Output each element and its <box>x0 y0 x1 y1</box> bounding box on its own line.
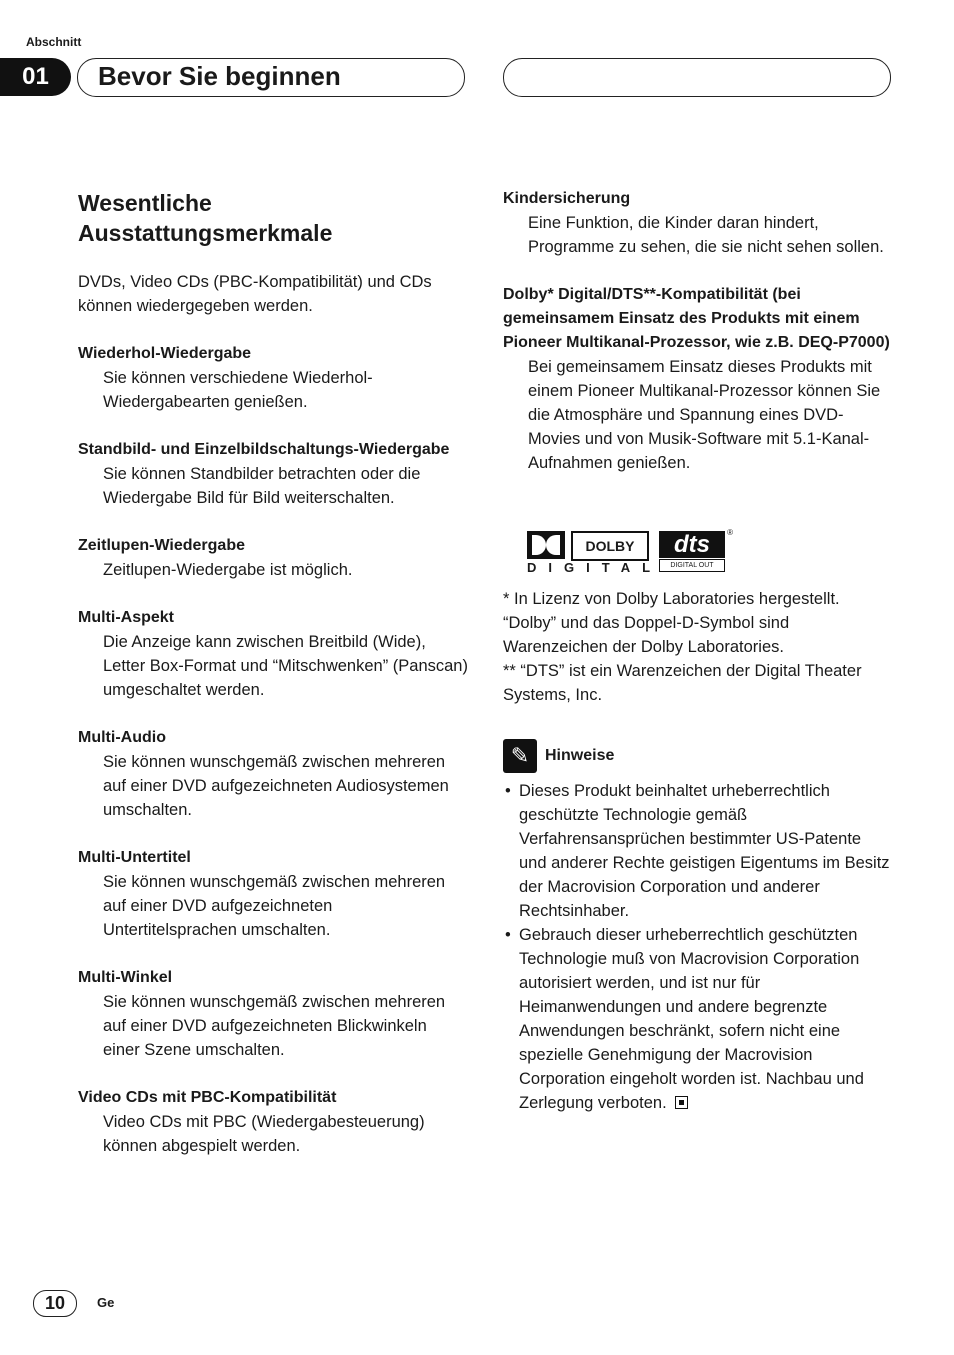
feature-item <box>78 342 468 414</box>
feature-title: Multi-Winkel <box>78 969 173 986</box>
feature-item <box>78 534 468 582</box>
feature-title: Wiederhol-Wiedergabe <box>78 345 252 362</box>
feature-body: Die Anzeige kann zwischen Breitbild (Wide), Letter Box-Format und “Mitschwenken” (Panscan) umgeschaltet werden. <box>103 633 468 699</box>
dts-digital-out-text: DIGITAL OUT <box>659 559 725 572</box>
language-code: Ge <box>97 1295 115 1310</box>
feature-body: Sie können wunschgemäß zwischen mehreren auf einer DVD aufgezeichneten Untertitelsprachen umschalten. <box>103 873 446 939</box>
feature-item <box>78 438 468 510</box>
feature-title: Multi-Aspekt <box>78 609 174 626</box>
right-header-box <box>503 58 891 97</box>
feature-title: Kindersicherung <box>503 190 631 207</box>
page-number: 10 <box>33 1290 77 1317</box>
feature-body: Bei gemeinsamem Einsatz dieses Produkts mit einem Pioneer Multikanal-Prozessor können Sie die Atmosphäre und Spannung eines DVD-Movies und von Musik-Software mit 5.1-Kanal-Aufnahmen genießen. <box>528 358 881 472</box>
feature-item <box>78 846 468 942</box>
section-label: Abschnitt <box>26 35 82 49</box>
registered-mark: ® <box>727 528 733 537</box>
feature-title: Dolby* Digital/DTS**-Kompatibilität (bei gemeinsamem Einsatz des Produkts mit einem Pioneer Multikanal-Prozessor, wie z.B. DEQ-P7000) <box>503 286 890 351</box>
pencil-icon: ✎ <box>503 739 537 773</box>
features-heading: Wesentliche Ausstattungsmerkmale <box>78 190 333 246</box>
feature-title: Zeitlupen-Wiedergabe <box>78 537 245 554</box>
dts-digital-out-logo <box>659 528 733 573</box>
feature-body: Eine Funktion, die Kinder daran hindert, Programme zu sehen, die sie nicht sehen sollen. <box>528 214 884 256</box>
feature-title: Multi-Untertitel <box>78 849 191 866</box>
dolby-digital-logo <box>527 531 663 575</box>
feature-body: Sie können wunschgemäß zwischen mehreren auf einer DVD aufgezeichneten Audiosystemen umschalten. <box>103 753 449 819</box>
right-column <box>503 187 893 1115</box>
notes-list <box>503 779 893 1115</box>
feature-body: Zeitlupen-Wiedergabe ist möglich. <box>103 561 353 579</box>
feature-item <box>503 283 893 475</box>
double-d-icon <box>527 531 565 559</box>
feature-item <box>78 1086 468 1158</box>
chapter-title: Bevor Sie beginnen <box>98 61 341 91</box>
feature-item <box>78 606 468 702</box>
feature-item <box>78 966 468 1062</box>
chapter-title-box <box>77 58 465 97</box>
footnote-dts: ** “DTS” ist ein Warenzeichen der Digital Theater Systems, Inc. <box>503 662 862 704</box>
feature-title: Multi-Audio <box>78 729 166 746</box>
feature-body: Sie können Standbilder betrachten oder die Wiedergabe Bild für Bild weiterschalten. <box>103 465 421 507</box>
note-text: Gebrauch dieser urheberrechtlich geschützten Technologie muß von Macrovision Corporation autorisiert werden, und ist nur für Heimanwendungen und andere begrenzte Anwendungen beschränkt, sofern nicht eine spezielle Genehmigung der Macrovision Corporation eingeholt worden ist. Nachbau und Zerlegung verboten. <box>519 926 864 1112</box>
notes-block <box>503 739 893 1115</box>
feature-body: Video CDs mit PBC (Wiedergabesteuerung) können abgespielt werden. <box>103 1113 425 1155</box>
left-column <box>78 188 468 1182</box>
dts-word: dts <box>659 531 725 558</box>
feature-title: Standbild- und Einzelbildschaltungs-Wiedergabe <box>78 441 450 458</box>
feature-title: Video CDs mit PBC-Kompatibilität <box>78 1089 337 1106</box>
dolby-digital-text: DIGITAL <box>527 560 663 575</box>
feature-item <box>503 187 893 259</box>
features-intro: DVDs, Video CDs (PBC-Kompatibilität) und CDs können wiedergegeben werden. <box>78 273 432 315</box>
note-item: • Dieses Produkt beinhaltet urheberrechtlich geschützte Technologie gemäß Verfahrensansprüchen bestimmter US-Patente und anderer Rechte geistigen Eigentums im Besitz der Macrovision Corporation und anderer Rechtsinhaber. <box>503 779 893 923</box>
notes-header <box>503 739 893 773</box>
footnote-dolby: * In Lizenz von Dolby Laboratories hergestellt. “Dolby” und das Doppel-D-Symbol sind Warenzeichen der Dolby Laboratories. <box>503 590 840 656</box>
dolby-word: DOLBY <box>571 531 649 561</box>
feature-body: Sie können verschiedene Wiederhol-Wiedergabearten genießen. <box>103 369 373 411</box>
end-mark-icon <box>675 1096 688 1109</box>
note-item <box>503 923 893 1115</box>
format-logos <box>527 528 893 575</box>
feature-item <box>78 726 468 822</box>
notes-title: Hinweise <box>545 747 615 764</box>
chapter-number: 01 <box>0 58 71 96</box>
feature-body: Sie können wunschgemäß zwischen mehreren auf einer DVD aufgezeichneten Blickwinkeln einer Szene umschalten. <box>103 993 446 1059</box>
